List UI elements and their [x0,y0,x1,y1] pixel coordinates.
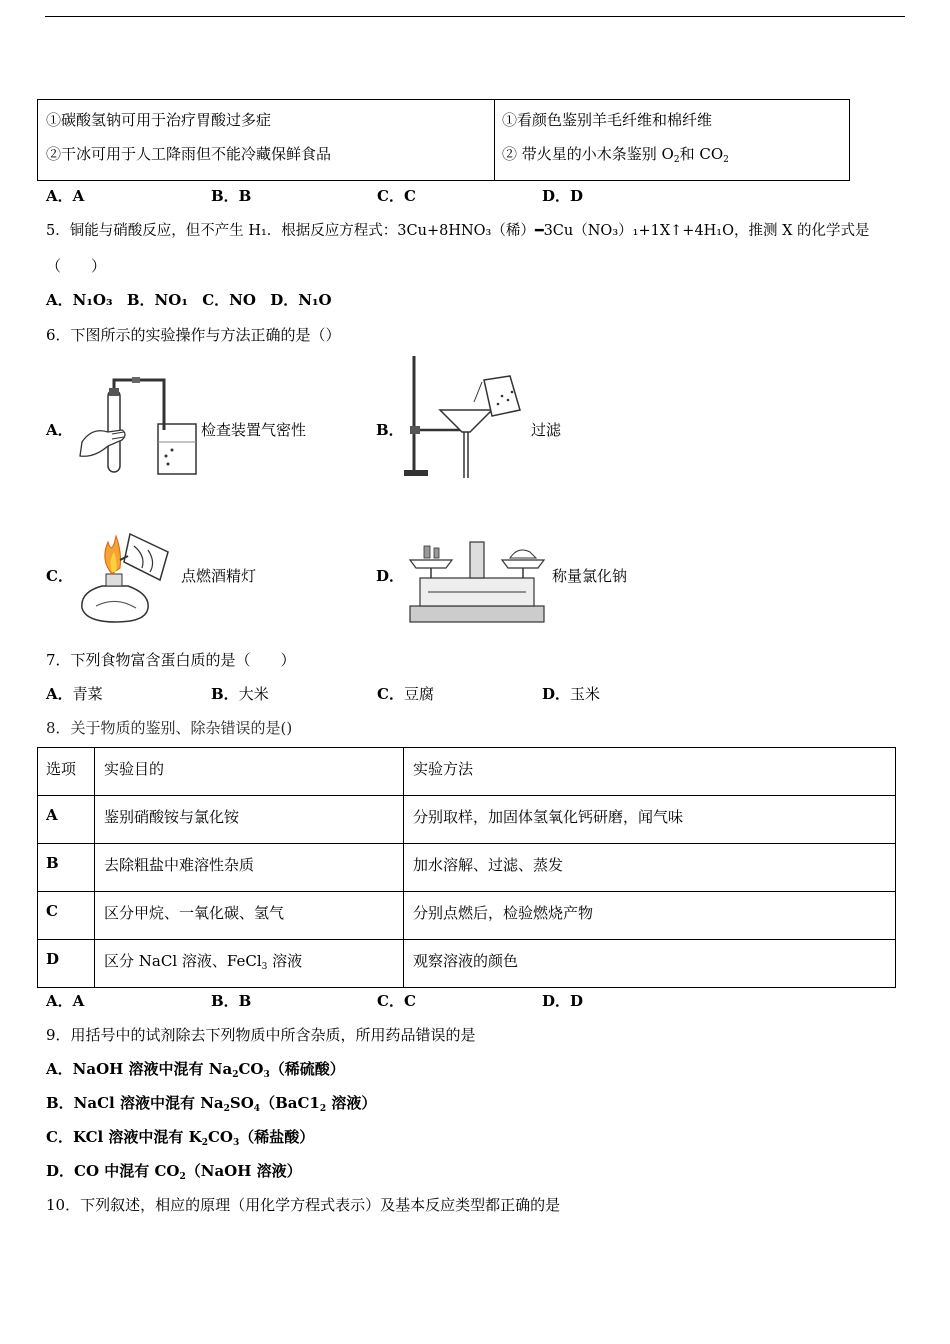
q6-option-b-letter[interactable]: B． [376,421,404,439]
q6-option-d-caption: 称量氯化钠 [552,567,628,585]
q6-option-c-caption: 点燃酒精灯 [181,567,257,585]
q8-row-a-method: 分别取样，加固体氢氧化钙研磨，闻气味 [413,808,684,826]
q4-option-b[interactable]: B．B [211,187,252,205]
airtight-check-illustration [72,372,200,478]
q9-option-d[interactable]: D．CO 中混有 $CO_2(NaOH$ 溶液） [46,1162,302,1182]
header-rule [45,16,905,17]
q8-row-c-goal: 区分甲烷、一氧化碳、氢气 [104,904,285,922]
q8-option-a[interactable]: A．A [46,992,85,1010]
q7-option-b[interactable]: B．大米 [211,685,269,703]
q9-option-b[interactable]: B．NaCl 溶液中混有 $Na_2SO_4(BaC1_2$ 溶液） [46,1094,377,1114]
q5-option-a[interactable]: A．N₁O₃ [46,291,113,309]
q8-question: 8．关于物质的鉴别、除杂错误的是() [46,719,293,737]
q5-question: 5．铜能与硝酸反应，但不产生 H₁．根据反应方程式：3Cu+8HNO₃（稀）━3Cu（NO₃）₁+1X↑+4H₁O，推测 X 的化学式是 [46,223,870,239]
q10-question: 10．下列叙述，相应的原理（用化学方程式表示）及基本反应类型都正确的是 [46,1196,561,1214]
q4-option-d[interactable]: D．D [542,187,584,205]
q6-option-b-caption: 过滤 [531,421,562,439]
q6-option-a-caption: 检查装置气密性 [201,421,307,439]
q7-option-d[interactable]: D．玉米 [542,685,601,703]
q8-table [37,747,896,988]
q6-option-c-letter[interactable]: C． [46,567,73,585]
q5-options [46,289,332,310]
balance-scale-illustration [406,530,548,626]
table1-right-line-1: ①看颜色鉴别羊毛纤维和棉纤维 [502,111,713,129]
q8-row-c-option: C [46,902,58,920]
q9-option-c[interactable]: C．KCl 溶液中混有 $K_2CO_3$（稀盐酸） [46,1128,315,1148]
q8-header-option: 选项 [46,760,77,778]
q8-option-d[interactable]: D．D [542,992,584,1010]
q6-option-d-letter[interactable]: D． [376,567,405,585]
filtration-illustration [398,352,530,480]
q4-option-c[interactable]: C．C [377,187,416,205]
q8-row-b-method: 加水溶解、过滤、蒸发 [413,856,564,874]
q8-row-c-method: 分别点燃后，检验燃烧产物 [413,904,594,922]
q8-option-b[interactable]: B．B [211,992,252,1010]
q5-option-b[interactable]: B．NO₁ [126,291,188,309]
q8-row-d-method: 观察溶液的颜色 [413,952,519,970]
comparison-table [37,99,850,181]
table1-right-line-2: ② 带火星的小木条鉴别 $O_2$和 $CO_2$ [502,145,729,165]
q8-row-a-goal: 鉴别硝酸铵与氯化铵 [104,808,240,826]
q8-row-d-goal: 区分 NaCl 溶液、FeCl$_3$ 溶液 [104,952,303,972]
table-row [38,844,896,892]
q8-row-a-option: A [46,806,58,824]
q8-row-b-option: B [46,854,59,872]
alcohol-lamp-illustration [76,516,180,626]
table-row [38,940,896,988]
q7-option-c[interactable]: C．豆腐 [377,685,434,703]
q5-blank: （ ） [46,257,107,275]
q9-option-a[interactable]: A．NaOH 溶液中混有 $Na_2CO_3$（稀硫酸） [46,1060,345,1080]
q8-option-c[interactable]: C．C [377,992,416,1010]
q9-question: 9．用括号中的试剂除去下列物质中所含杂质，所用药品错误的是 [46,1026,476,1044]
q7-question: 7．下列食物富含蛋白质的是（ ） [46,651,296,669]
table1-left-line-2: ②干冰可用于人工降雨但不能冷藏保鲜食品 [46,145,332,163]
table-row [38,796,896,844]
q5-option-c[interactable]: C．NO [202,291,256,309]
q8-header-method: 实验方法 [413,760,474,778]
q5-option-d[interactable]: D．N₁O [270,291,332,309]
q6-option-a-letter[interactable]: A． [46,421,73,439]
q8-header-goal: 实验目的 [104,760,165,778]
q8-row-d-option: D [46,950,60,968]
q6-question: 6．下图所示的实验操作与方法正确的是（） [46,326,341,344]
q4-option-a[interactable]: A．A [46,187,85,205]
table-row [38,892,896,940]
q7-option-a[interactable]: A．青菜 [46,685,103,703]
table1-left-line-1: ①碳酸氢钠可用于治疗胃酸过多症 [46,111,272,129]
q8-row-b-goal: 去除粗盐中难溶性杂质 [104,856,255,874]
